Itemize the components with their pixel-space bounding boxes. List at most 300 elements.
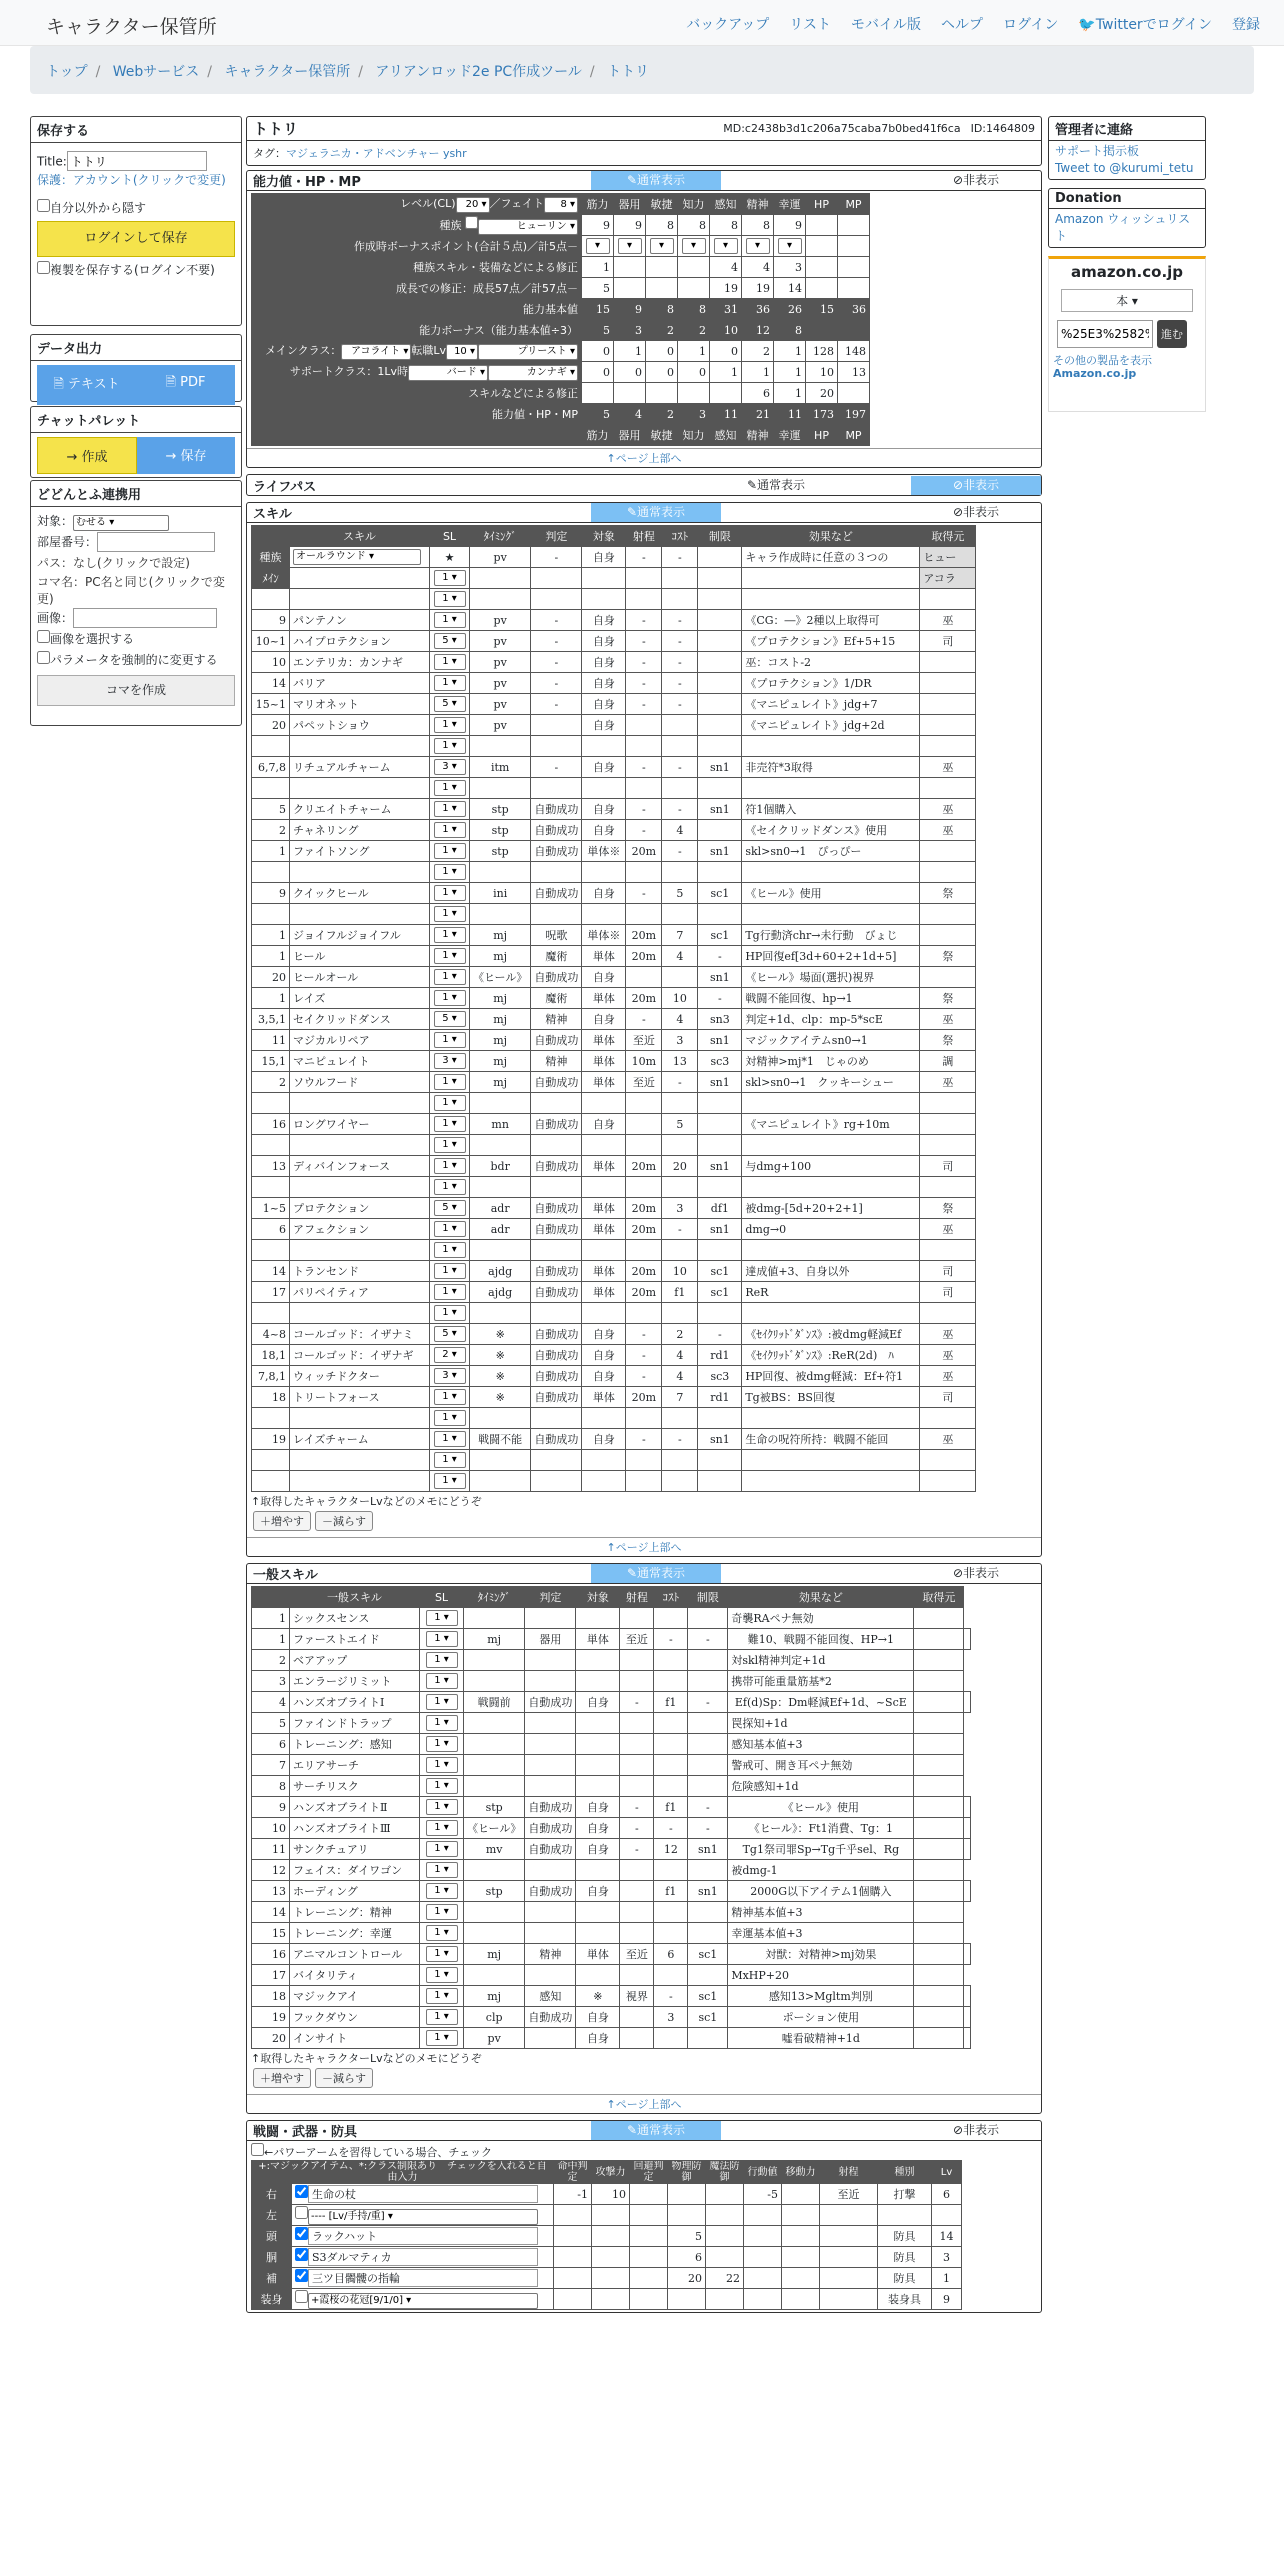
skill-effect[interactable] [742, 1303, 920, 1324]
select[interactable]: 1 ▾ [426, 1946, 458, 1962]
skill-name[interactable]: トリートフォース [290, 1387, 430, 1408]
general-cell[interactable]: - [688, 1629, 728, 1650]
protect-link[interactable]: 保護：アカウント(クリックで変更) [37, 173, 226, 187]
skill-effect[interactable]: dmg→0 [742, 1219, 920, 1240]
skill-cell[interactable] [470, 862, 531, 883]
ability-value[interactable]: 8 [742, 215, 774, 236]
ability-value[interactable] [614, 383, 646, 404]
skill-cell[interactable]: 自身 [582, 1324, 626, 1345]
select[interactable]: 1 ▾ [426, 1631, 458, 1647]
general-level[interactable]: 20 [252, 2028, 290, 2049]
skill-sl[interactable] [430, 1240, 470, 1261]
skill-name[interactable] [290, 1408, 430, 1429]
general-cell[interactable] [464, 1776, 525, 1797]
equipment-value[interactable]: 3 [932, 2247, 962, 2268]
general-cell[interactable] [620, 1923, 654, 1944]
skill-level[interactable]: 18,1 [252, 1345, 290, 1366]
general-effect[interactable]: 罠探知+1d [728, 1713, 914, 1734]
skill-name[interactable]: レイズ [290, 988, 430, 1009]
skill-cell[interactable] [470, 1093, 531, 1114]
general-cell[interactable] [464, 1860, 525, 1881]
general-sl[interactable] [420, 1692, 464, 1713]
skill-source[interactable]: 巫 [920, 757, 976, 778]
skill-effect[interactable] [742, 736, 920, 757]
general-name[interactable]: マジックアイ [290, 1986, 420, 2007]
ability-value[interactable] [838, 383, 870, 404]
skill-cell[interactable]: sn1 [698, 1030, 742, 1051]
general-level[interactable]: 12 [252, 1860, 290, 1881]
skill-cell[interactable]: 単体 [582, 1030, 626, 1051]
skill-cell[interactable] [698, 547, 742, 568]
general-cell[interactable] [576, 1776, 620, 1797]
ability-value[interactable] [646, 278, 678, 299]
skill-cell[interactable]: - [531, 652, 582, 673]
select[interactable]: 8 ▾ [544, 197, 578, 213]
skill-level[interactable]: 20 [252, 967, 290, 988]
equipment-value[interactable] [820, 2247, 878, 2268]
skill-cell[interactable]: 自身 [582, 757, 626, 778]
skill-cell[interactable]: 単体 [582, 1387, 626, 1408]
general-cell[interactable]: 2000G以下アイテム1個購入 [728, 1881, 914, 1902]
equipment-value[interactable] [668, 2184, 706, 2205]
ability-value[interactable]: 1 [774, 341, 806, 362]
skill-sl[interactable] [430, 568, 470, 589]
amazon-go-button[interactable]: 進む [1157, 320, 1187, 348]
skill-cell[interactable] [582, 1093, 626, 1114]
general-cell[interactable]: ポーション使用 [728, 2007, 914, 2028]
select[interactable]: 1 ▾ [434, 591, 466, 607]
ability-value[interactable] [806, 257, 838, 278]
select[interactable]: カンナギ ▾ [488, 365, 578, 381]
select[interactable]: 1 ▾ [434, 1473, 466, 1489]
select[interactable]: 1 ▾ [426, 1673, 458, 1689]
equipment-value[interactable]: 防具 [878, 2226, 932, 2247]
title-input[interactable] [67, 151, 207, 171]
skill-cell[interactable]: sc1 [698, 925, 742, 946]
select[interactable]: 1 ▾ [426, 1736, 458, 1752]
general-name[interactable]: トレーニング：精神 [290, 1902, 420, 1923]
skill-cell[interactable]: - [662, 1429, 698, 1450]
skill-name[interactable]: リチュアルチャーム [290, 757, 430, 778]
skill-cell[interactable]: 自動成功 [531, 967, 582, 988]
skill-cell[interactable]: - [531, 694, 582, 715]
skill-cell[interactable]: 自身 [582, 694, 626, 715]
skill-effect[interactable] [742, 1093, 920, 1114]
general-cell[interactable]: - [688, 1797, 728, 1818]
skill-name[interactable]: ヒール [290, 946, 430, 967]
skill-cell[interactable] [582, 862, 626, 883]
skill-sl[interactable] [430, 1051, 470, 1072]
bonus-select-cell[interactable] [582, 236, 614, 257]
skill-sl[interactable] [430, 1114, 470, 1135]
general-name[interactable]: ファーストエイド [290, 1629, 420, 1650]
tags-link[interactable]: マジェラニカ・アドベンチャー yshr [286, 147, 467, 160]
general-cell[interactable] [688, 1923, 728, 1944]
skill-name[interactable] [290, 547, 430, 568]
skill-source[interactable] [920, 862, 976, 883]
skill-effect[interactable]: 《ヒール》使用 [742, 883, 920, 904]
skill-name[interactable] [290, 1135, 430, 1156]
general-cell[interactable]: - [620, 1797, 654, 1818]
general-cell[interactable]: pv [464, 2028, 525, 2049]
general-cell[interactable] [576, 1734, 620, 1755]
general-cell[interactable] [576, 1650, 620, 1671]
skill-cell[interactable] [698, 589, 742, 610]
skill-effect[interactable]: 非売符*3取得 [742, 757, 920, 778]
skill-name[interactable]: プロテクション [290, 1198, 430, 1219]
general-effect[interactable] [914, 2028, 964, 2049]
equipment-value[interactable]: 9 [932, 2289, 962, 2310]
skill-cell[interactable]: - [662, 1219, 698, 1240]
skill-cell[interactable] [698, 1114, 742, 1135]
skill-cell[interactable]: 自動成功 [531, 820, 582, 841]
equipment-value[interactable] [706, 2247, 744, 2268]
select[interactable]: 1 ▾ [434, 1242, 466, 1258]
skill-level[interactable]: 13 [252, 1156, 290, 1177]
skill-name[interactable]: エンテリカ：カンナギ [290, 652, 430, 673]
general-source[interactable] [914, 1713, 964, 1734]
general-cell[interactable]: 自身 [576, 1881, 620, 1902]
skill-sl[interactable] [430, 1303, 470, 1324]
general-effect[interactable] [914, 1881, 964, 1902]
skill-level[interactable]: 10 [252, 652, 290, 673]
skill-cell[interactable]: 単体 [582, 946, 626, 967]
general-level[interactable]: 7 [252, 1755, 290, 1776]
skill-cell[interactable]: - [626, 547, 662, 568]
general-effect[interactable]: 危険感知+1d [728, 1776, 914, 1797]
skill-cell[interactable]: 自身 [582, 1366, 626, 1387]
skills-normal-toggle[interactable]: ✎通常表示 [591, 503, 721, 522]
select[interactable]: 1 ▾ [426, 1904, 458, 1920]
skill-cell[interactable] [698, 778, 742, 799]
general-cell[interactable] [654, 1713, 688, 1734]
skill-sl[interactable] [430, 652, 470, 673]
equipment-value[interactable]: 1 [932, 2268, 962, 2289]
skill-cell[interactable]: 自身 [582, 883, 626, 904]
skill-cell[interactable] [531, 1408, 582, 1429]
skill-cell[interactable]: sc3 [698, 1366, 742, 1387]
equipment-value[interactable]: 6 [668, 2247, 706, 2268]
skill-cell[interactable]: - [626, 1345, 662, 1366]
general-level[interactable]: 5 [252, 1713, 290, 1734]
equipment-value[interactable] [630, 2184, 668, 2205]
skill-cell[interactable] [531, 1471, 582, 1492]
skill-cell[interactable]: 2 [662, 1324, 698, 1345]
general-name[interactable]: フックダウン [290, 2007, 420, 2028]
general-source[interactable] [964, 1944, 971, 1965]
select[interactable]: 1 ▾ [434, 990, 466, 1006]
skill-cell[interactable] [698, 820, 742, 841]
ability-value[interactable]: 5 [582, 278, 614, 299]
general-cell[interactable] [620, 1755, 654, 1776]
equipment-value[interactable]: 22 [706, 2268, 744, 2289]
skill-cell[interactable]: - [531, 610, 582, 631]
skill-effect[interactable] [742, 1471, 920, 1492]
skill-cell[interactable]: mj [470, 1051, 531, 1072]
ability-value[interactable]: 148 [838, 341, 870, 362]
skill-cell[interactable] [698, 1177, 742, 1198]
general-cell[interactable] [464, 1734, 525, 1755]
skill-cell[interactable]: 20m [626, 1282, 662, 1303]
select[interactable]: 1 ▾ [434, 885, 466, 901]
skill-cell[interactable]: 20m [626, 1156, 662, 1177]
general-cell[interactable]: f1 [654, 1797, 688, 1818]
general-cell[interactable] [688, 1671, 728, 1692]
skill-cell[interactable] [582, 1177, 626, 1198]
select[interactable]: 1 ▾ [426, 1652, 458, 1668]
skill-sl[interactable] [430, 1219, 470, 1240]
skill-cell[interactable] [626, 1135, 662, 1156]
skill-cell[interactable]: 自身 [582, 820, 626, 841]
support-board-link[interactable]: サポート掲示板 [1055, 144, 1140, 158]
skill-cell[interactable]: - [662, 631, 698, 652]
skill-cell[interactable] [698, 610, 742, 631]
equipment-value[interactable] [820, 2289, 878, 2310]
skill-name[interactable]: コールゴッド：イザナギ [290, 1345, 430, 1366]
ability-value[interactable]: 1 [774, 383, 806, 404]
skill-cell[interactable] [531, 862, 582, 883]
skill-cell[interactable]: 20m [626, 1387, 662, 1408]
skill-cell[interactable] [582, 568, 626, 589]
general-cell[interactable]: - [620, 1839, 654, 1860]
skill-name[interactable]: ディバインフォース [290, 1156, 430, 1177]
skill-cell[interactable] [470, 568, 531, 589]
skill-cell[interactable]: - [698, 988, 742, 1009]
skill-cell[interactable]: - [698, 946, 742, 967]
ability-value[interactable]: 8 [710, 215, 742, 236]
general-cell[interactable] [576, 1755, 620, 1776]
select[interactable]: 1 ▾ [434, 1389, 466, 1405]
skill-cell[interactable] [626, 778, 662, 799]
skill-cell[interactable]: 4 [662, 1009, 698, 1030]
ability-value[interactable]: 10 [806, 362, 838, 383]
general-cell[interactable]: 自動成功 [525, 1797, 576, 1818]
general-name[interactable]: ファインドトラップ [290, 1713, 420, 1734]
skill-cell[interactable]: sn1 [698, 1429, 742, 1450]
skill-name[interactable] [290, 778, 430, 799]
skill-cell[interactable]: 精神 [531, 1009, 582, 1030]
general-cell[interactable] [525, 1734, 576, 1755]
general-cell[interactable] [464, 1671, 525, 1692]
skill-cell[interactable]: pv [470, 610, 531, 631]
skill-cell[interactable]: 単体 [582, 988, 626, 1009]
skill-cell[interactable]: - [626, 673, 662, 694]
select[interactable]: ▾ [586, 238, 610, 254]
skill-cell[interactable]: 自身 [582, 1429, 626, 1450]
skill-sl[interactable] [430, 1156, 470, 1177]
skill-cell[interactable]: - [662, 673, 698, 694]
skill-source[interactable] [920, 1450, 976, 1471]
select[interactable]: 1 ▾ [434, 1221, 466, 1237]
select[interactable]: 5 ▾ [434, 696, 466, 712]
skill-cell[interactable]: - [626, 652, 662, 673]
general-sl[interactable] [420, 1818, 464, 1839]
general-cell[interactable] [688, 1965, 728, 1986]
skill-sl[interactable]: ★ [430, 547, 470, 568]
general-effect[interactable]: 携帯可能重量筋基*2 [728, 1671, 914, 1692]
general-effect[interactable] [914, 1986, 964, 2007]
general-cell[interactable]: 12 [654, 1839, 688, 1860]
general-cell[interactable] [654, 1776, 688, 1797]
skill-cell[interactable]: 自動成功 [531, 1156, 582, 1177]
skill-name[interactable]: レイズチャーム [290, 1429, 430, 1450]
skill-cell[interactable]: 至近 [626, 1072, 662, 1093]
ability-value[interactable]: 1 [678, 341, 710, 362]
ability-hide-toggle[interactable]: ⊘非表示 [952, 173, 1000, 187]
equipment-value[interactable] [782, 2184, 820, 2205]
ability-value[interactable] [678, 383, 710, 404]
skill-cell[interactable]: - [626, 799, 662, 820]
skill-level[interactable] [252, 862, 290, 883]
general-page-top[interactable]: ↑ページ上部へ [247, 2094, 1041, 2113]
equipment-value[interactable] [782, 2268, 820, 2289]
general-cell[interactable]: 自動成功 [525, 1839, 576, 1860]
equipment-value[interactable] [820, 2205, 878, 2226]
skill-cell[interactable] [626, 1303, 662, 1324]
skill-cell[interactable] [531, 736, 582, 757]
bonus-select-cell[interactable] [774, 236, 806, 257]
equipment-value[interactable] [668, 2289, 706, 2310]
equipment-checkbox[interactable] [295, 2185, 308, 2198]
copy-save-checkbox[interactable] [37, 261, 50, 274]
skill-level[interactable]: 7,8,1 [252, 1366, 290, 1387]
general-source[interactable] [914, 1902, 964, 1923]
skill-cell[interactable]: 精神 [531, 1051, 582, 1072]
skill-cell[interactable]: 自身 [582, 673, 626, 694]
general-effect[interactable]: 精神基本値+3 [728, 1902, 914, 1923]
brand[interactable]: キャラクター保管所 [46, 16, 217, 38]
skill-name[interactable]: ハイプロテクション [290, 631, 430, 652]
skill-sl[interactable] [430, 1282, 470, 1303]
general-cell[interactable] [654, 1650, 688, 1671]
general-cell[interactable]: 6 [654, 1944, 688, 1965]
amazon-site-link[interactable]: Amazon.co.jp [1053, 367, 1137, 380]
ability-value[interactable]: 0 [710, 341, 742, 362]
crumb-top[interactable]: トップ [46, 64, 88, 80]
general-cell[interactable]: mj [464, 1629, 525, 1650]
general-add-button[interactable]: ＋増やす [253, 2068, 311, 2088]
skill-source[interactable] [920, 715, 976, 736]
select[interactable]: 1 ▾ [426, 1820, 458, 1836]
ability-value[interactable] [678, 278, 710, 299]
skill-name[interactable]: パペットショウ [290, 715, 430, 736]
skill-cell[interactable] [470, 1450, 531, 1471]
general-name[interactable]: アニマルコントロール [290, 1944, 420, 1965]
skill-effect[interactable]: 達成値+3、自身以外 [742, 1261, 920, 1282]
general-effect[interactable] [914, 1797, 964, 1818]
general-name[interactable]: ホーディング [290, 1881, 420, 1902]
equipment-value[interactable] [820, 2226, 878, 2247]
general-cell[interactable]: 単体 [576, 1629, 620, 1650]
skill-source[interactable] [920, 1114, 976, 1135]
skill-name[interactable] [290, 1093, 430, 1114]
bonus-select-cell[interactable] [614, 236, 646, 257]
skill-cell[interactable]: 4 [662, 946, 698, 967]
lifepath-hide-toggle[interactable]: ⊘非表示 [911, 476, 1041, 495]
skill-source[interactable] [920, 673, 976, 694]
general-cell[interactable]: - [654, 1629, 688, 1650]
general-source[interactable] [914, 1965, 964, 1986]
select[interactable]: アコライト ▾ [341, 344, 411, 360]
general-cell[interactable]: 自身 [576, 1797, 620, 1818]
skill-cell[interactable]: 5 [662, 883, 698, 904]
general-level[interactable]: 11 [252, 1839, 290, 1860]
general-cell[interactable] [464, 1713, 525, 1734]
ability-value[interactable]: 2 [742, 341, 774, 362]
ability-value[interactable]: 128 [806, 341, 838, 362]
skill-cell[interactable] [662, 1303, 698, 1324]
skill-effect[interactable]: HP回復、被dmg軽減：Ef+符1 [742, 1366, 920, 1387]
general-cell[interactable] [620, 1860, 654, 1881]
skill-cell[interactable]: 自動成功 [531, 1366, 582, 1387]
skill-cell[interactable]: 自身 [582, 1345, 626, 1366]
equipment-name[interactable] [292, 2184, 554, 2205]
skill-sl[interactable] [430, 862, 470, 883]
general-sl[interactable] [420, 2007, 464, 2028]
ability-value[interactable]: 9 [582, 215, 614, 236]
skill-name[interactable]: コールゴッド：イザナミ [290, 1324, 430, 1345]
equipment-value[interactable] [592, 2268, 630, 2289]
skill-cell[interactable]: 自動成功 [531, 1219, 582, 1240]
skill-cell[interactable]: - [531, 631, 582, 652]
skill-source[interactable] [920, 1177, 976, 1198]
ability-value[interactable] [646, 257, 678, 278]
skill-cell[interactable] [662, 568, 698, 589]
skill-sl[interactable] [430, 610, 470, 631]
skill-sl[interactable] [430, 1177, 470, 1198]
general-cell[interactable]: ※ [576, 1986, 620, 2007]
skill-cell[interactable]: 7 [662, 1387, 698, 1408]
select[interactable]: ▾ [714, 238, 738, 254]
skill-cell[interactable] [531, 904, 582, 925]
general-cell[interactable]: Ef(d)Sp：Dm軽減Ef+1d、~ScE [728, 1692, 914, 1713]
general-cell[interactable]: sn1 [688, 1881, 728, 1902]
skill-name[interactable]: ロングワイヤー [290, 1114, 430, 1135]
skill-cell[interactable]: sn1 [698, 757, 742, 778]
skill-level[interactable] [252, 904, 290, 925]
skill-cell[interactable] [626, 589, 662, 610]
general-name[interactable]: ハンズオブライトⅡ [290, 1797, 420, 1818]
skill-cell[interactable] [531, 1240, 582, 1261]
nav-login[interactable]: ログイン [1003, 17, 1059, 33]
general-cell[interactable] [654, 1860, 688, 1881]
skill-source[interactable]: 巫 [920, 1009, 976, 1030]
skill-sl[interactable] [430, 904, 470, 925]
skill-sl[interactable] [430, 631, 470, 652]
general-source[interactable] [914, 1860, 964, 1881]
general-sl[interactable] [420, 1629, 464, 1650]
skill-name[interactable]: ソウルフード [290, 1072, 430, 1093]
equipment-value[interactable] [668, 2205, 706, 2226]
select[interactable]: 20 ▾ [456, 197, 490, 213]
skill-source[interactable] [920, 1471, 976, 1492]
skill-cell[interactable]: mj [470, 1030, 531, 1051]
equipment-value[interactable]: 10 [592, 2184, 630, 2205]
general-effect[interactable]: MxHP+20 [728, 1965, 914, 1986]
skill-effect[interactable]: 《プロテクション》Ef+5+15 [742, 631, 920, 652]
skill-cell[interactable] [626, 715, 662, 736]
select[interactable]: 1 ▾ [426, 1862, 458, 1878]
skills-remove-button[interactable]: －減らす [315, 1511, 373, 1531]
skill-effect[interactable]: 符1個購入 [742, 799, 920, 820]
skill-cell[interactable] [582, 1303, 626, 1324]
skill-cell[interactable] [698, 904, 742, 925]
skill-source[interactable]: 祭 [920, 988, 976, 1009]
skill-source[interactable] [920, 778, 976, 799]
select[interactable]: 1 ▾ [434, 906, 466, 922]
general-level[interactable]: 2 [252, 1650, 290, 1671]
equipment-value[interactable] [554, 2247, 592, 2268]
